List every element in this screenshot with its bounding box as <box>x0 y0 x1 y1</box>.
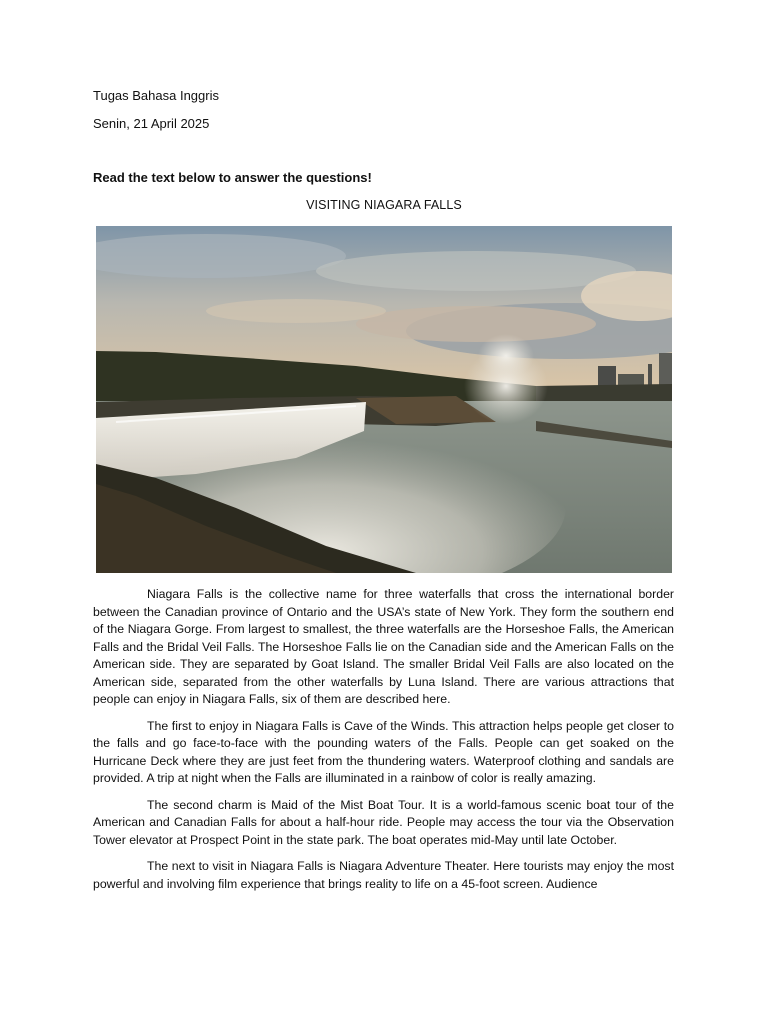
date-line: Senin, 21 April 2025 <box>93 116 210 131</box>
article-body <box>93 586 674 902</box>
author-line: Tugas Bahasa Inggris <box>93 88 219 103</box>
niagara-falls-photo <box>96 226 672 573</box>
paragraph-cave-of-winds: The first to enjoy in Niagara Falls is Cave of the Winds. This attraction helps people get closer to the falls and go face-to-face with the pounding waters of the Falls. People can get soaked on the Hurricane Deck where they are just feet from the thundering waters. Waterproof clothing and sandals are provided. A trip at night when the Falls are illuminated in a rainbow of color is really amazing. <box>93 718 674 785</box>
instruction-text: Read the text below to answer the questions! <box>93 170 372 185</box>
paragraph-adventure-theater: The next to visit in Niagara Falls is Niagara Adventure Theater. Here tourists may enjoy the most powerful and involving film experience that brings reality to life on a 45-foot screen. Audience <box>93 859 674 891</box>
paragraph-maid-of-mist: The second charm is Maid of the Mist Boat Tour. It is a world-famous scenic boat tour of the American and Canadian Falls for about a half-hour ride. People may access the tour via the Observation Tower elevator at Prospect Point in the state park. The boat operates mid-May until late October. <box>93 797 674 847</box>
document-title: VISITING NIAGARA FALLS <box>306 198 462 212</box>
paragraph-intro: Niagara Falls is the collective name for three waterfalls that cross the international border between the Canadian province of Ontario and the USA’s state of New York. They form the southern end of the Niagara Gorge. From largest to smallest, the three waterfalls are the Horseshoe Falls, the American Falls and the Bridal Veil Falls. The Horseshoe Falls lie on the Canadian side and the American Falls on the American side. They are separated by Goat Island. The smaller Bridal Veil Falls are also located on the American side, separated from the other waterfalls by Luna Island. There are various attractions that people can enjoy in Niagara Falls, six of them are described here. <box>93 587 674 706</box>
